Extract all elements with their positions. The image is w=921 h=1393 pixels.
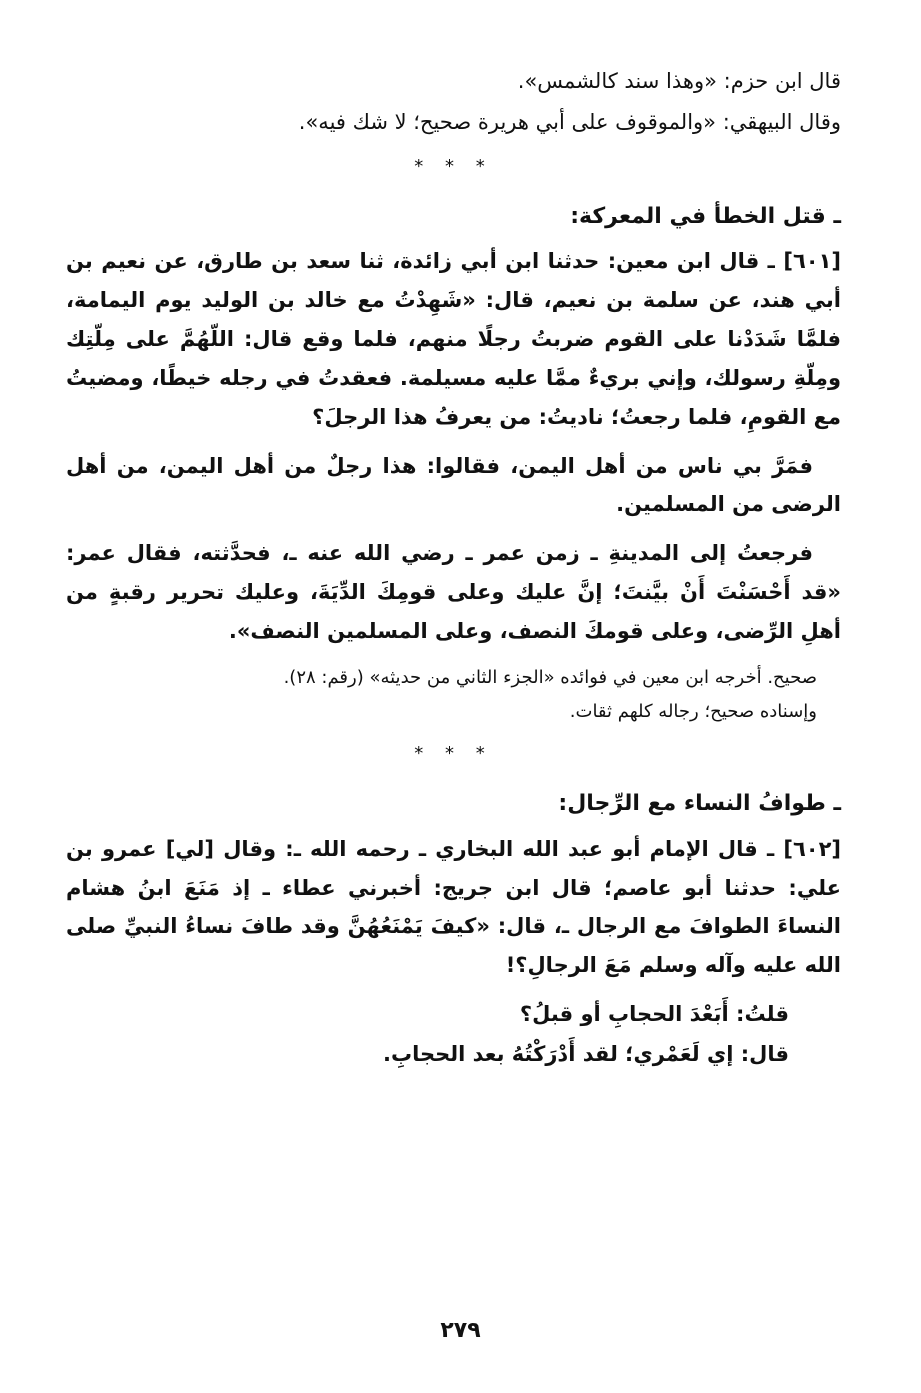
hadith-601-chain-note: وإسناده صحيح؛ رجاله كلهم ثقات.	[569, 700, 817, 722]
section-heading-tawaf-women: ـ طوافُ النساء مع الرِّجال:	[558, 791, 841, 817]
section-separator-2: * * *	[414, 743, 493, 765]
hadith-602-question: قلتُ: أَبَعْدَ الحجابِ أو قبلُ؟	[519, 1002, 789, 1027]
hadith-601-paragraph-3: فرجعتُ إلى المدينةِ ـ زمن عمر ـ رضي الله عنه ـ، فحدَّثته، فقال عمر: «قد أَحْسَنْتَ أَنْ بيَّنتَ؛ إنَّ عليك وعلى قومِكَ الدِّيَةَ، وعليك تحرير رقبةٍ من أهلِ الرِّضى، وعلى قومكَ النصف، وعلى المسلمين النصف».	[66, 541, 841, 643]
page-content	[66, 62, 841, 1075]
hadith-601-paragraph-2: فمَرَّ بي ناس من أهل اليمن، فقالوا: هذا رجلٌ من أهل اليمن، من أهل الرضى من المسلمين.	[66, 453, 841, 517]
section-separator-1: * * *	[414, 155, 493, 177]
hadith-602-answer: قال: إي لَعَمْري؛ لقد أَدْرَكْتُهُ بعد الحجابِ.	[383, 1041, 789, 1066]
page-number: ٢٧٩	[440, 1318, 481, 1343]
hadith-601-grading: صحيح. أخرجه ابن معين في فوائده «الجزء الثاني من حديثه» (رقم: ٢٨).	[283, 666, 817, 688]
ibn-hazm-quote: قال ابن حزم: «وهذا سند كالشمس».	[517, 69, 841, 93]
bayhaqi-quote: وقال البيهقي: «والموقوف على أبي هريرة صحيح؛ لا شك فيه».	[298, 109, 841, 134]
section-heading-accidental-killing: ـ قتل الخطأ في المعركة:	[570, 203, 841, 229]
hadith-601-paragraph-1: [٦٠١] ـ قال ابن معين: حدثنا ابن أبي زائدة، ثنا سعد بن طارق، عن نعيم بن أبي هند، عن سلمة بن نعيم، قال: «شَهِدْتُ مع خالد بن الوليد يوم اليمامة، فلمَّا شَدَدْنا على القوم ضربتُ رجلًا منهم، فلما وقع قال: اللّهُمَّ على مِلّتِك ومِلّةِ رسولك، وإني بريءٌ ممَّا عليه مسيلمة. فعقدتُ في رجله خيطًا، ومضيتُ مع القومِ، فلما رجعتُ؛ ناديتُ: من يعرفُ هذا الرجلَ؟	[66, 249, 841, 429]
hadith-602-paragraph-1: [٦٠٢] ـ قال الإمام أبو عبد الله البخاري ـ رحمه الله ـ: وقال [لي] عمرو بن علي: حدثنا أبو عاصم؛ قال ابن جريج: أخبرني عطاء ـ إذ مَنَعَ ابنُ هشام النساءَ الطوافَ مع الرجال ـ، قال: «كيفَ يَمْنَعُهُنَّ وقد طافَ نساءُ النبيِّ صلى الله عليه وآله وسلم مَعَ الرجالِ؟!	[66, 836, 841, 978]
